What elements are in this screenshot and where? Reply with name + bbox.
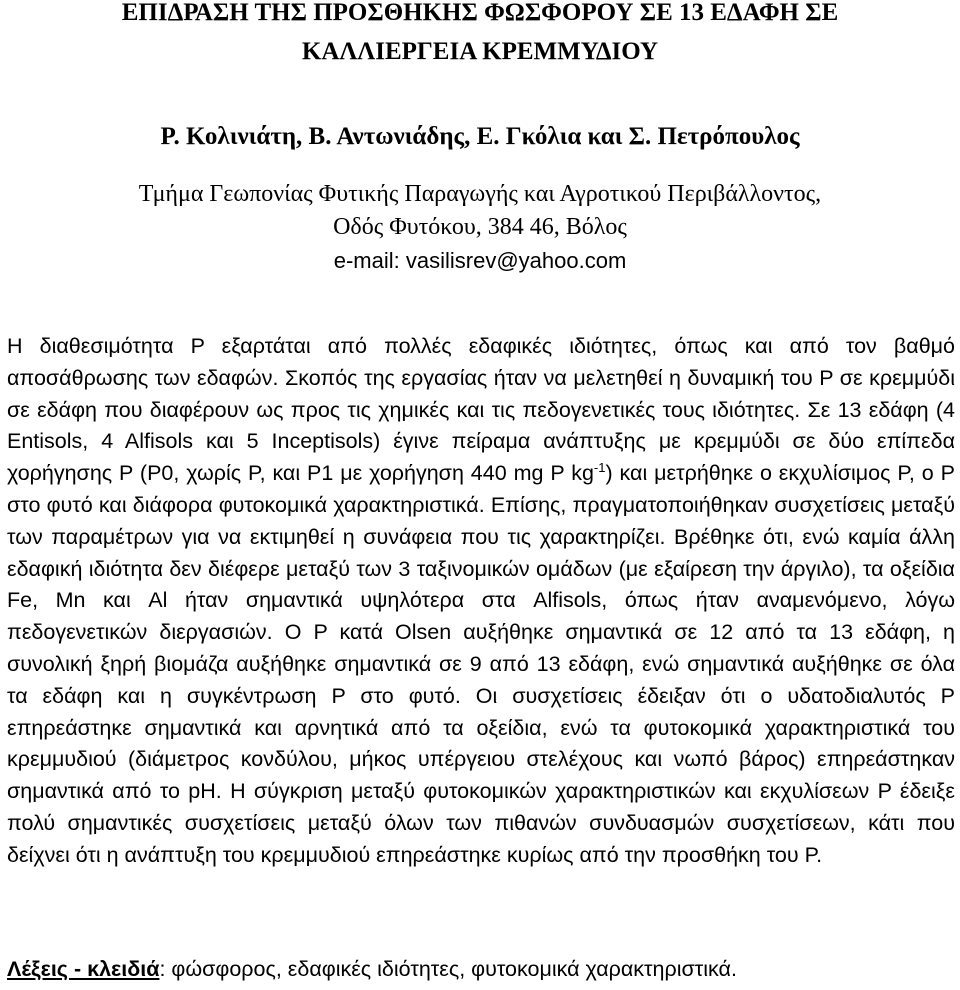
keywords-label: Λέξεις - κλειδιά — [7, 957, 160, 981]
affiliation-address: Οδός Φυτόκου, 384 46, Βόλος — [333, 214, 627, 240]
abstract-text-part-2: ) και μετρήθηκε ο εκχυλίσιμος P, ο P στο φυτό και διάφορα φυτοκομικά χαρακτηριστικά. Επίσης, πραγματοποιήθηκαν συσχετίσεις μεταξύ των παραμέτρων για να εκτιμηθεί η συνάφεια που τις χαρακτηρίζει. Βρέθηκε ότι, ενώ καμία άλλη εδαφική ιδιότητα δεν διέφερε μεταξύ των 3 ταξινομικών ομάδων (με εξαίρεση την άργιλο), τα οξείδια Fe, Mn και Al ήταν σημαντικά υψηλότερα στα Alfisols, όπως ήταν αναμενόμενο, λόγω πεδογενετικών διεργασιών. Ο P κατά Olsen αυξήθηκε σημαντικά σε 12 από τα 13 εδάφη, η συνολική ξηρή βιομάζα αυξήθηκε σημαντικά σε 9 από 13 εδάφη, ενώ σημαντικά αυξήθηκε σε όλα τα εδάφη και η συγκέντρωση P στο φυτό. Οι συσχετίσεις έδειξαν ότι ο υδατοδιαλυτός P επηρεάστηκε σημαντικά και αρνητικά από τα οξείδια, ενώ τα φυτοκομικά χαρακτηριστικά του κρεμμυδιού (διάμετρος κονδύλου, μήκος υπέργειου στελέχους και νωπό βάρος) επηρεάστηκαν σημαντικά από το pH. Η σύγκριση μεταξύ φυτοκομικών χαρακτηριστικών και εκχυλίσεων P έδειξε πολύ σημαντικές συσχετίσεις μεταξύ όλων των πιθανών συνδυασμών συσχετίσεων, κάτι που δείχνει ότι η ανάπτυξη του κρεμμυδιού επηρεάστηκε κυρίως από την προσθήκη του P. — [7, 461, 956, 867]
abstract-paragraph — [7, 331, 955, 872]
keywords-line — [7, 954, 955, 984]
paper-title — [0, 0, 960, 71]
affiliation — [0, 178, 960, 277]
paper-title-line-1: ΕΠΙΔΡΑΣΗ ΤΗΣ ΠΡΟΣΘΗΚΗΣ ΦΩΣΦΟΡΟΥ ΣΕ 13 ΕΔΑΦΗ ΣΕ — [121, 0, 839, 26]
affiliation-department: Τμήμα Γεωπονίας Φυτικής Παραγωγής και Αγροτικού Περιβάλλοντος, — [138, 181, 822, 207]
paper-title-line-2: ΚΑΛΛΙΕΡΓΕΙΑ ΚΡΕΜΜΥΔΙΟΥ — [301, 38, 659, 65]
author-list: Ρ. Κολινιάτη, Β. Αντωνιάδης, Ε. Γκόλια και Σ. Πετρόπουλος — [160, 123, 800, 150]
abstract-text-part-1: Η διαθεσιμότητα P εξαρτάται από πολλές εδαφικές ιδιότητες, όπως και από τον βαθμό αποσάθρωσης των εδαφών. Σκοπός της εργασίας ήταν να μελετηθεί η δυναμική του P σε κρεμμύδι σε εδάφη που διαφέρουν ως προς τις χημικές και τις πεδογενετικές τους ιδιότητες. Σε 13 εδάφη (4 Entisols, 4 Alfisols και 5 Inceptisols) έγινε πείραμα ανάπτυξης με κρεμμύδι σε δύο επίπεδα χορήγησης P (P0, χωρίς P, και P1 με χορήγηση 440 mg P kg — [7, 334, 955, 486]
keywords-text: : φώσφορος, εδαφικές ιδιότητες, φυτοκομικά χαρακτηριστικά. — [159, 957, 737, 981]
unit-superscript: -1 — [593, 460, 606, 476]
affiliation-email: e-mail: vasilisrev@yahoo.com — [333, 248, 627, 273]
